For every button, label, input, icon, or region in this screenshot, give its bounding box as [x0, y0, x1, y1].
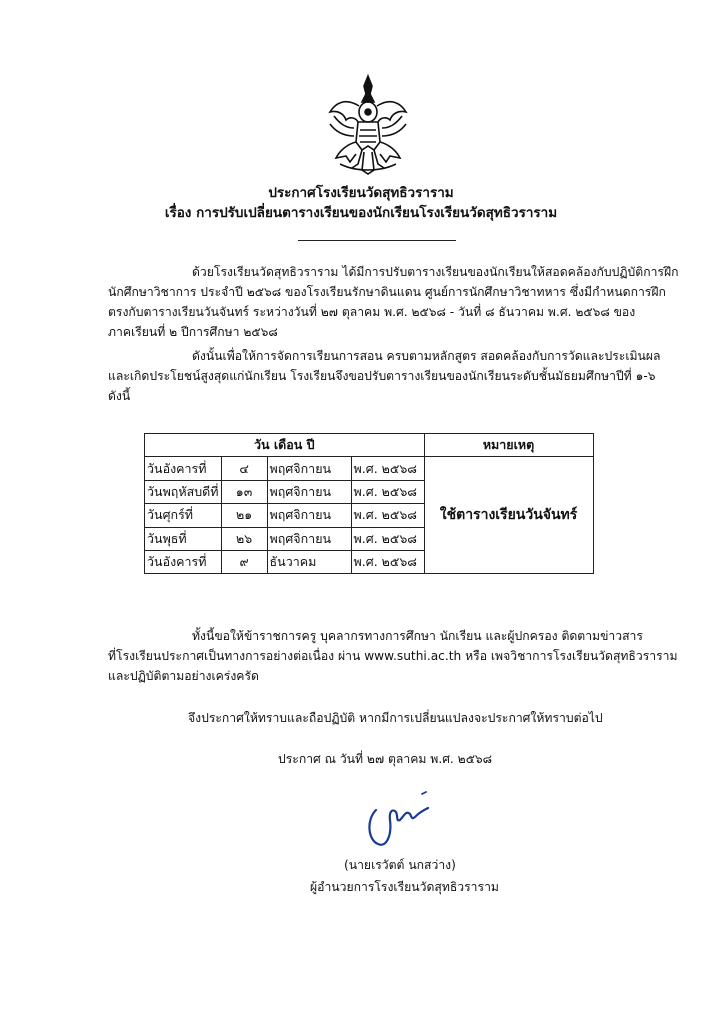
schedule-table	[144, 433, 594, 574]
cell-year: พ.ศ. ๒๕๖๘	[351, 457, 424, 480]
paragraph-line: ทั้งนี้ขอให้ข้าราชการครู บุคลากรทางการศึกษา นักเรียน และผู้ปกครอง ติดตามข่าวสาร	[192, 629, 643, 643]
signer-name: (นายเรวัตต์ นกสว่าง)	[344, 858, 456, 872]
cell-year: พ.ศ. ๒๕๖๘	[351, 550, 424, 573]
cell-year: พ.ศ. ๒๕๖๘	[351, 480, 424, 503]
cell-day: วันพฤหัสบดีที่	[145, 480, 222, 503]
cell-number: ๔	[221, 457, 267, 480]
signature-icon	[362, 790, 442, 852]
cell-number: ๑๓	[221, 480, 267, 503]
paragraph-line: ดังนั้นเพื่อให้การจัดการเรียนการสอน ครบตามหลักสูตร สอดคล้องกับการวัดและประเมินผล	[192, 349, 661, 363]
paragraph-notice	[108, 626, 678, 686]
closing-statement: จึงประกาศให้ทราบและถือปฏิบัติ หากมีการเปลี่ยนแปลงจะประกาศให้ทราบต่อไป	[188, 711, 603, 725]
cell-day: วันอังคารที่	[145, 457, 222, 480]
paragraph-line: นักศึกษาวิชาการ ประจำปี ๒๕๖๘ ของโรงเรียนรักษาดินแดน ศูนย์การนักศึกษาวิชาทหาร ซึ่งมีกำหนดการฝึก	[108, 285, 666, 299]
table-row	[145, 457, 594, 480]
signer-position: ผู้อำนวยการโรงเรียนวัดสุทธิวราราม	[310, 880, 499, 894]
cell-day: วันศุกร์ที่	[145, 504, 222, 527]
header-date: วัน เดือน ปี	[145, 434, 425, 457]
paragraph-background	[108, 262, 679, 342]
paragraph-line: ที่โรงเรียนประกาศเป็นทางการอย่างต่อเนื่อง ผ่าน www.suthi.ac.th หรือ เพจวิชาการโรงเรียนวัดสุทธิวราราม	[108, 649, 678, 663]
paragraph-purpose	[108, 346, 661, 406]
paragraph-line: และเกิดประโยชน์สูงสุดแก่นักเรียน โรงเรียนจึงขอปรับตารางเรียนของนักเรียนระดับชั้นมัธยมศึกษาปีที่ ๑-๖	[108, 369, 656, 383]
cell-month: ธันวาคม	[267, 550, 351, 573]
announcement-subject: เรื่อง การปรับเปลี่ยนตารางเรียนของนักเรียนโรงเรียนวัดสุทธิวราราม	[164, 205, 558, 221]
announcement-date: ประกาศ ณ วันที่ ๒๗ ตุลาคม พ.ศ. ๒๕๖๘	[278, 752, 493, 766]
cell-month: พฤศจิกายน	[267, 480, 351, 503]
title-divider	[298, 240, 456, 241]
cell-number: ๒๑	[221, 504, 267, 527]
cell-year: พ.ศ. ๒๕๖๘	[351, 504, 424, 527]
announcement-title: ประกาศโรงเรียนวัดสุทธิวราราม	[268, 185, 454, 201]
paragraph-line: ดังนี้	[108, 389, 131, 403]
cell-year: พ.ศ. ๒๕๖๘	[351, 527, 424, 550]
cell-month: พฤศจิกายน	[267, 504, 351, 527]
cell-day: วันอังคารที่	[145, 550, 222, 573]
cell-month: พฤศจิกายน	[267, 457, 351, 480]
cell-day: วันพุธที่	[145, 527, 222, 550]
cell-month: พฤศจิกายน	[267, 527, 351, 550]
paragraph-line: ตรงกับตารางเรียนวันจันทร์ ระหว่างวันที่ ๒๗ ตุลาคม พ.ศ. ๒๕๖๘ - วันที่ ๘ ธันวาคม พ.ศ. ๒๕๖๘ ของ	[108, 305, 636, 319]
paragraph-line: ภาคเรียนที่ ๒ ปีการศึกษา ๒๕๖๘	[108, 325, 278, 339]
cell-note: ใช้ตารางเรียนวันจันทร์	[424, 457, 593, 574]
table-header-row	[145, 434, 594, 457]
header-note: หมายเหตุ	[424, 434, 593, 457]
cell-number: ๙	[221, 550, 267, 573]
cell-number: ๒๖	[221, 527, 267, 550]
garuda-emblem-icon	[326, 72, 410, 176]
paragraph-line: ด้วยโรงเรียนวัดสุทธิวราราม ได้มีการปรับตารางเรียนของนักเรียนให้สอดคล้องกับปฏิบัติการฝึก	[192, 265, 679, 279]
paragraph-line: และปฏิบัติตามอย่างเคร่งครัด	[108, 669, 259, 683]
